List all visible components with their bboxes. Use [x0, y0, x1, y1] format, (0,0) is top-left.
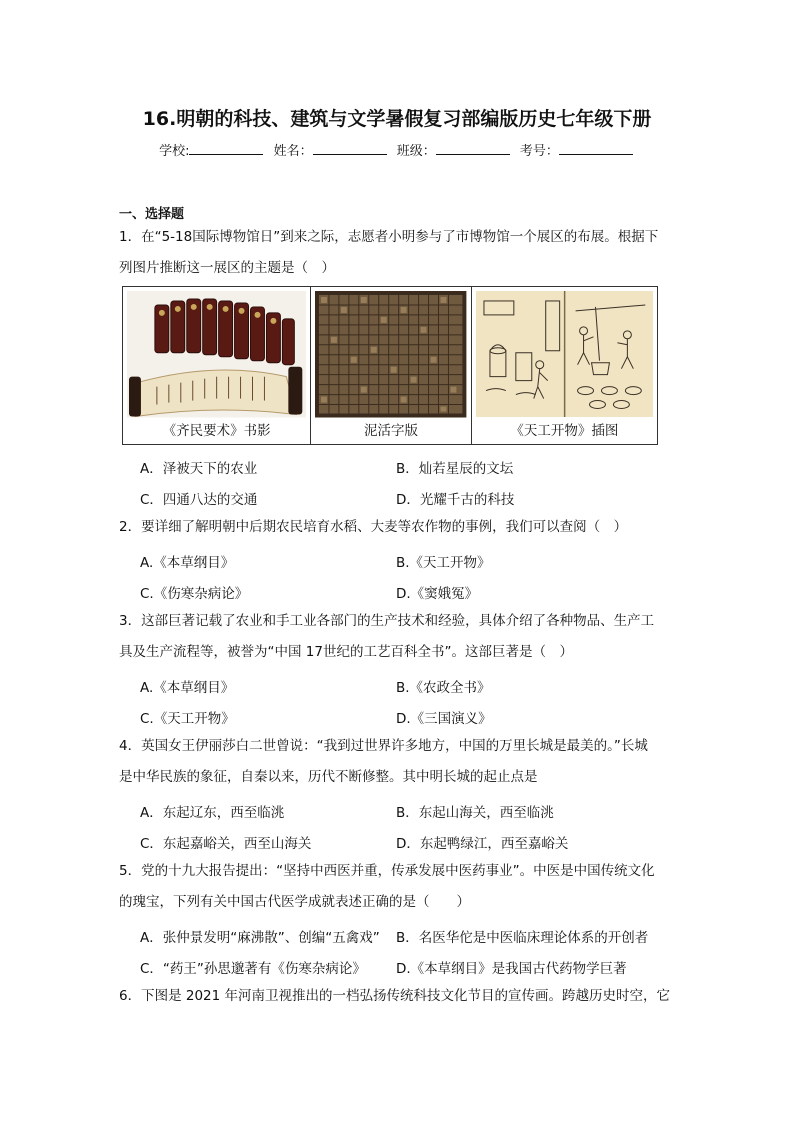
school-blank[interactable] [189, 142, 263, 155]
q1-option-d[interactable]: D．光耀千古的科技 [396, 492, 515, 508]
exam-no-blank[interactable] [559, 142, 633, 155]
panel-clay-type [311, 287, 471, 444]
q2-option-b[interactable]: B.《天工开物》 [396, 555, 491, 571]
q5-option-b[interactable]: B．名医华佗是中医临床理论体系的开创者 [396, 930, 649, 946]
q5-option-c[interactable]: C．“药王”孙思邈著有《伤寒杂病论》 [140, 961, 366, 977]
q1-option-a[interactable]: A．泽被天下的农业 [140, 461, 258, 477]
class-blank[interactable] [436, 142, 510, 155]
class-label: 班级： [396, 144, 436, 159]
name-label: 姓名： [273, 144, 313, 159]
q3-option-a[interactable]: A.《本草纲目》 [140, 680, 235, 696]
q3-option-d[interactable]: D.《三国演义》 [396, 711, 492, 727]
q2-stem-line1: 2．要详细了解明朝中后期农民培育水稻、大麦等农作物的事例，我们可以查阅（ ） [119, 519, 628, 535]
q5-stem-line2: 的瑰宝，下列有关中国古代医学成就表述正确的是（ ） [119, 894, 470, 910]
q5-option-d[interactable]: D.《本草纲目》是我国古代药物学巨著 [396, 961, 627, 977]
q1-stem-line1: 1．在“5-18国际博物馆日”到来之际，志愿者小明参与了市博物馆一个展区的布展。根据下 [119, 229, 659, 245]
caption-tiangong-kaiwu: 《天工开物》插图 [510, 423, 619, 439]
q4-option-b[interactable]: B．东起山海关，西至临洮 [396, 805, 554, 821]
q5-option-a[interactable]: A．张仲景发明“麻沸散”、创编“五禽戏” [140, 930, 380, 946]
q4-option-d[interactable]: D．东起鸭绿江，西至嘉峪关 [396, 836, 569, 852]
q2-option-c[interactable]: C.《伤寒杂病论》 [140, 586, 249, 602]
q6-stem-line1: 6．下图是 2021 年河南卫视推出的一档弘扬传统科技文化节目的宣传画。跨越历史时空，它 [119, 988, 671, 1004]
document-title: 16.明朝的科技、建筑与文学暑假复习部编版历史七年级下册 [142, 108, 652, 130]
q4-option-c[interactable]: C．东起嘉峪关，西至山海关 [140, 836, 312, 852]
school-label: 学校: [159, 144, 190, 159]
q1-option-b[interactable]: B．灿若星辰的文坛 [396, 461, 514, 477]
book-scroll-image [127, 291, 306, 418]
panel-tiangong-kaiwu [472, 287, 657, 444]
q1-option-c[interactable]: C．四通八达的交通 [140, 492, 258, 508]
q1-figure [122, 286, 658, 445]
q1-stem-line2: 列图片推断这一展区的主题是（ ） [119, 260, 335, 276]
q3-option-c[interactable]: C.《天工开物》 [140, 711, 235, 727]
caption-clay-type: 泥活字版 [364, 423, 418, 439]
q2-option-d[interactable]: D.《窦娥冤》 [396, 586, 479, 602]
q3-stem-line1: 3．这部巨著记载了农业和手工业各部门的生产技术和经验，具体介绍了各种物品、生产工 [119, 613, 655, 629]
q4-stem-line2: 是中华民族的象征，自秦以来，历代不断修整。其中明长城的起止点是 [119, 769, 538, 785]
exam-no-label: 考号： [519, 144, 559, 159]
section-heading: 一、选择题 [119, 207, 185, 222]
name-blank[interactable] [313, 142, 387, 155]
q2-option-a[interactable]: A.《本草纲目》 [140, 555, 235, 571]
q3-stem-line2: 具及生产流程等，被誉为“中国 17世纪的工艺百科全书”。这部巨著是（ ） [119, 644, 573, 660]
caption-qimin-yaoshu: 《齐民要术》书影 [162, 423, 271, 439]
q3-option-b[interactable]: B.《农政全书》 [396, 680, 491, 696]
clay-type-image [315, 291, 466, 418]
student-info-row [0, 140, 794, 159]
q4-option-a[interactable]: A．东起辽东，西至临洮 [140, 805, 285, 821]
q4-stem-line1: 4．英国女王伊丽莎白二世曾说：“我到过世界许多地方，中国的万里长城是最美的。”长城 [119, 738, 648, 754]
panel-qimin-yaoshu [123, 287, 311, 444]
q5-stem-line1: 5．党的十九大报告提出：“坚持中西医并重，传承发展中医药事业”。中医是中国传统文化 [119, 863, 655, 879]
woodcut-illustration-image [476, 291, 653, 417]
